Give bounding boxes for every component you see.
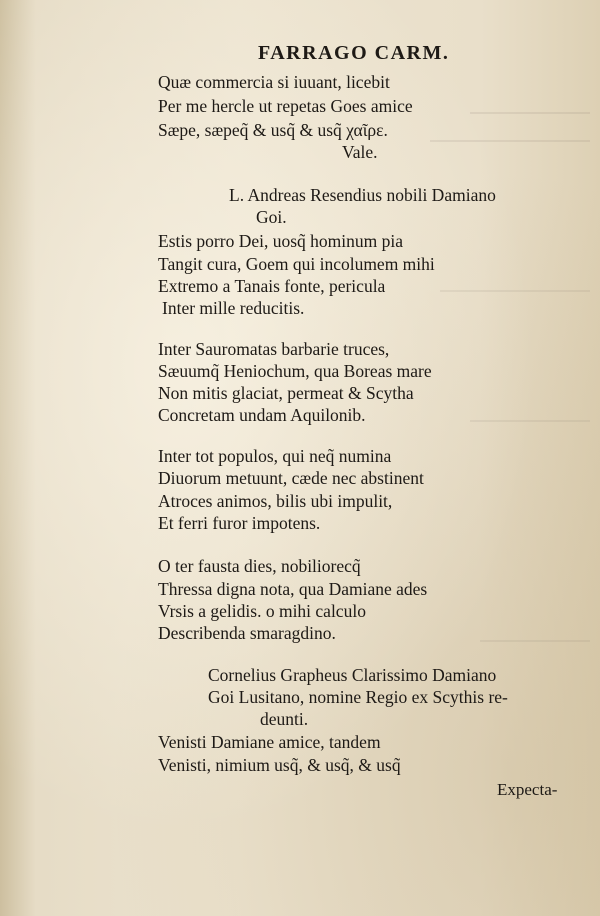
verse-line: Sæuumq̃ Heniochum, qua Boreas mare — [158, 361, 432, 381]
verse-line: Extremo a Tanais fonte, pericula — [158, 276, 386, 296]
poem-heading: Cornelius Grapheus Clarissimo Damiano — [208, 665, 497, 685]
closing-vale: Vale. — [342, 142, 378, 162]
verse-line: Vrsis a gelidis. o mihi calculo — [158, 601, 366, 621]
verse-line: Venisti, nimium usq̃, & usq̃, & usq̃ — [158, 755, 401, 775]
verse-line: Sæpe, sæpeq̃ & usq̃ & usq̃ χαῖρε. — [158, 120, 388, 140]
verse-line: Non mitis glaciat, permeat & Scytha — [158, 383, 414, 403]
show-through-text — [470, 92, 590, 114]
verse-line: Venisti Damiane amice, tandem — [158, 732, 381, 752]
poem-heading: Goi Lusitano, nomine Regio ex Scythis re- — [208, 687, 508, 707]
show-through-text — [470, 400, 590, 422]
verse-line: Inter tot populos, qui neq̃ numina — [158, 446, 392, 466]
verse-line: Quæ commercia si iuuant, licebit — [158, 72, 390, 92]
show-through-text — [440, 270, 590, 292]
verse-line: Atroces animos, bilis ubi impulit, — [158, 491, 393, 511]
show-through-text — [430, 120, 590, 142]
verse-line: Inter mille reducitis. — [162, 298, 305, 318]
verse-line: Concretam undam Aquilonib. — [158, 405, 366, 425]
verse-line: Thressa digna nota, qua Damiane ades — [158, 579, 428, 599]
verse-line: Per me hercle ut repetas Goes amice — [158, 96, 413, 116]
verse-line: Inter Sauromatas barbarie truces, — [158, 339, 390, 359]
running-head: FARRAGO CARM. — [258, 42, 450, 64]
poem-heading: Goi. — [256, 207, 287, 227]
catchword: Expecta- — [497, 780, 558, 799]
verse-line: Estis porro Dei, uosq̃ hominum pia — [158, 231, 403, 251]
verse-line: O ter fausta dies, nobiliorecq̃ — [158, 556, 361, 576]
verse-line: Et ferri furor impotens. — [158, 513, 321, 533]
verse-line: Tangit cura, Goem qui incolumem mihi — [158, 254, 435, 274]
show-through-text — [480, 620, 590, 642]
verse-line: Describenda smaragdino. — [158, 623, 336, 643]
verse-line: Diuorum metuunt, cæde nec abstinent — [158, 468, 424, 488]
poem-heading: L. Andreas Resendius nobili Damiano — [229, 185, 496, 205]
poem-heading: deunti. — [260, 709, 309, 729]
